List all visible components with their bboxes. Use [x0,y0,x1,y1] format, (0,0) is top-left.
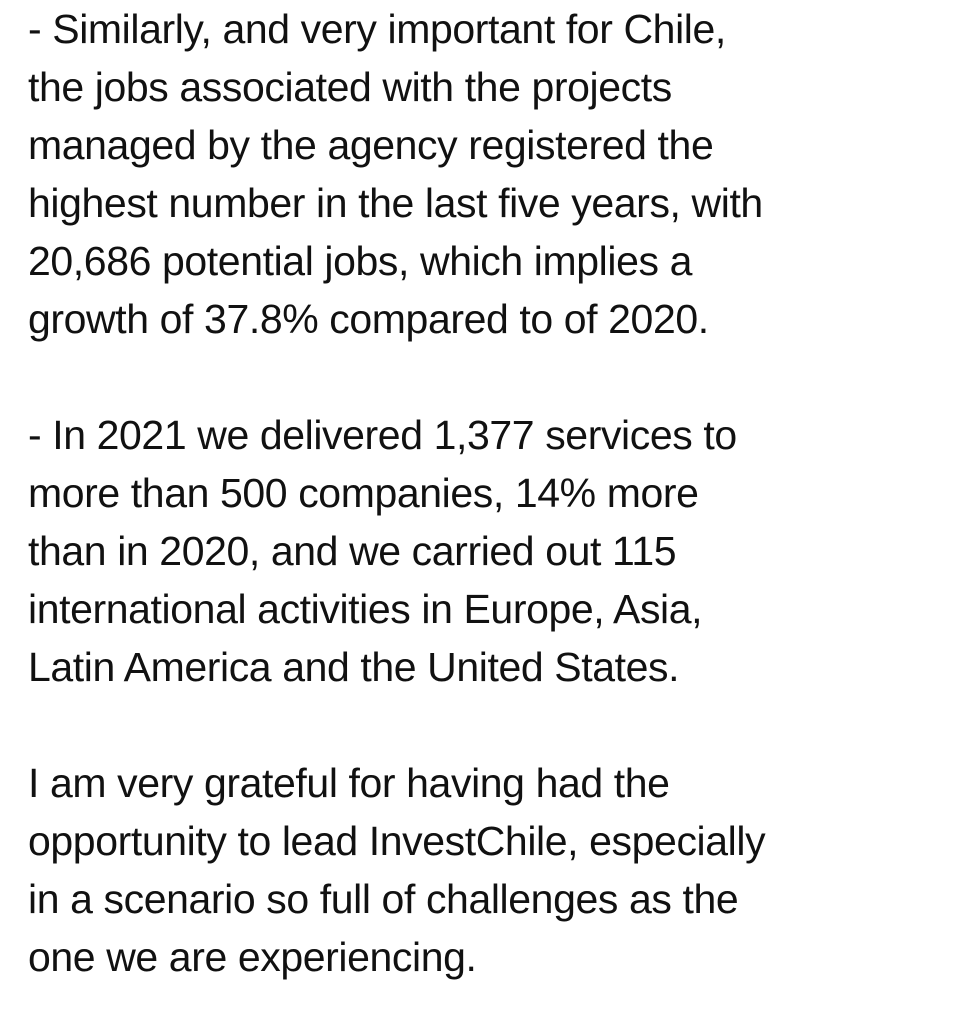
text-line: than in 2020, and we carried out 115 [28,528,677,574]
text-line: highest number in the last five years, with [28,180,763,226]
paragraph-spacer [28,348,958,406]
text-line: managed by the agency registered the [28,122,714,168]
paragraph-gratitude [28,754,958,986]
paragraph-jobs [28,0,958,348]
paragraph-services [28,406,958,696]
text-line: growth of 37.8% compared to of 2020. [28,296,709,342]
text-line: opportunity to lead InvestChile, especially [28,818,766,864]
text-line: 20,686 potential jobs, which implies a [28,238,692,284]
text-line: the jobs associated with the projects [28,64,672,110]
text-line: in a scenario so full of challenges as the [28,876,739,922]
text-line: more than 500 companies, 14% more [28,470,699,516]
paragraph-spacer [28,696,958,754]
text-line: - In 2021 we delivered 1,377 services to [28,412,737,458]
text-line: Latin America and the United States. [28,644,680,690]
text-line: international activities in Europe, Asia, [28,586,703,632]
text-line: one we are experiencing. [28,934,477,980]
document-body [28,0,958,986]
text-line: I am very grateful for having had the [28,760,670,806]
text-line: - Similarly, and very important for Chile, [28,6,726,52]
